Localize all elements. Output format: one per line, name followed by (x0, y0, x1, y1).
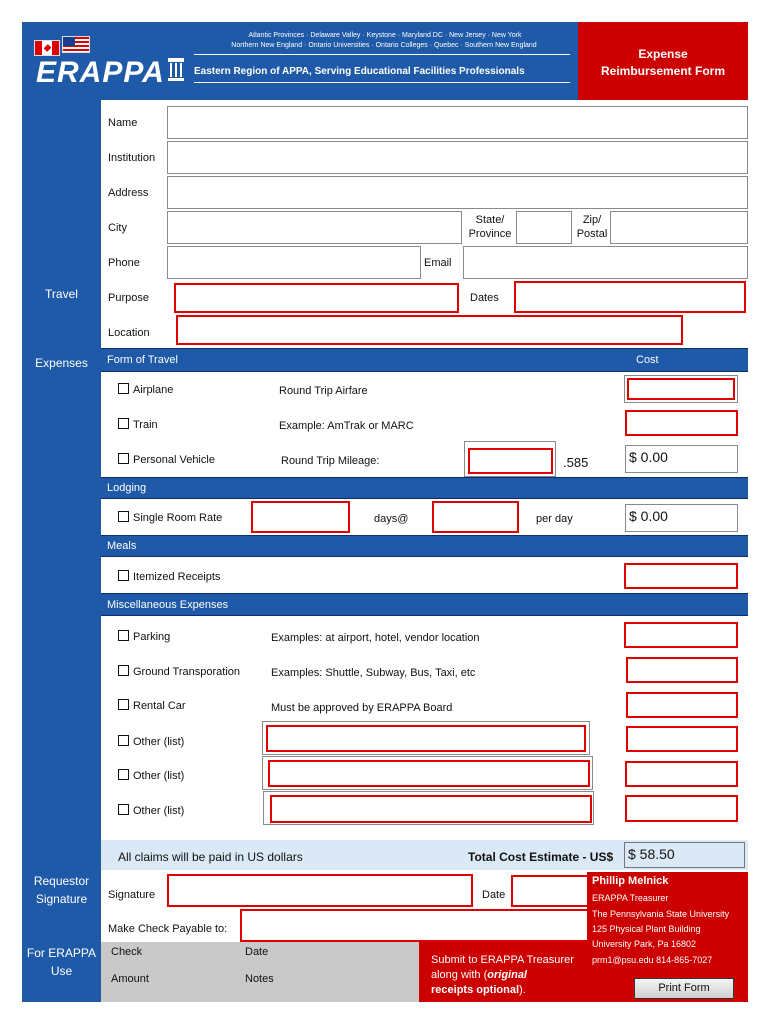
checkbox-icon[interactable] (118, 769, 129, 780)
ground-description: Examples: Shuttle, Subway, Bus, Taxi, etc (271, 667, 476, 679)
other-1-checkbox[interactable]: Other (list) (118, 735, 184, 748)
state-label: State/ Province (468, 214, 512, 240)
left-sidebar (22, 100, 101, 1002)
other-2-description-field[interactable] (268, 760, 590, 787)
other-3-checkbox[interactable]: Other (list) (118, 804, 184, 817)
airplane-checkbox[interactable]: Airplane (118, 383, 173, 396)
office-notes-label: Notes (245, 973, 274, 985)
name-field[interactable] (167, 106, 748, 139)
submit-note: Submit to ERAPPA Treasurer along with (original receipts optional). (431, 954, 574, 996)
payable-field[interactable] (240, 909, 591, 942)
room-rate-field[interactable] (251, 501, 350, 533)
treasurer-university: The Pennsylvania State University (592, 909, 730, 919)
dates-field[interactable] (514, 281, 746, 313)
treasurer-contact: prm1@psu.edu 814-865-7027 (592, 955, 713, 965)
train-description: Example: AmTrak or MARC (279, 420, 414, 432)
treasurer-city: University Park, Pa 16802 (592, 939, 697, 949)
misc-heading: Miscellaneous Expenses (107, 599, 229, 611)
us-dollars-note: All claims will be paid in US dollars (118, 850, 303, 864)
city-label: City (108, 222, 127, 234)
parking-cost-field[interactable] (624, 622, 738, 648)
purpose-field[interactable] (174, 283, 459, 313)
address-field[interactable] (167, 176, 748, 209)
zip-label: Zip/ Postal (576, 214, 608, 240)
checkbox-icon[interactable] (118, 699, 129, 710)
regions-line-2: Northern New England · Ontario Universities · Ontario Colleges · Quebec · Southern New England (231, 42, 537, 49)
airplane-cost-field[interactable] (627, 378, 735, 400)
state-field[interactable] (516, 211, 572, 244)
form-title-box (578, 22, 748, 100)
checkbox-icon[interactable] (118, 453, 129, 464)
purpose-label: Purpose (108, 292, 149, 304)
location-field[interactable] (176, 315, 683, 345)
checkbox-icon[interactable] (118, 511, 129, 522)
rental-car-checkbox[interactable]: Rental Car (118, 699, 186, 712)
meals-heading: Meals (107, 540, 137, 552)
train-checkbox[interactable]: Train (118, 418, 158, 431)
city-field[interactable] (167, 211, 462, 244)
single-room-checkbox[interactable]: Single Room Rate (118, 511, 222, 524)
total-cost-value: $ 58.50 (624, 842, 745, 868)
misc-bar (101, 593, 748, 616)
location-label: Location (108, 327, 150, 339)
lodging-cost-value: $ 0.00 (625, 504, 738, 532)
other-1-cost-field[interactable] (626, 726, 738, 752)
institution-field[interactable] (167, 141, 748, 174)
form-of-travel-bar (101, 348, 748, 372)
mileage-rate: .585 (563, 455, 589, 470)
parking-description: Examples: at airport, hotel, vendor location (271, 632, 480, 644)
institution-label: Institution (108, 152, 156, 164)
form-of-travel-heading: Form of Travel (107, 354, 178, 366)
personal-vehicle-checkbox[interactable]: Personal Vehicle (118, 453, 215, 466)
meals-cost-field[interactable] (624, 563, 738, 589)
lodging-bar (101, 477, 748, 499)
vehicle-cost-value: $ 0.00 (625, 445, 738, 473)
signature-date-field[interactable] (511, 875, 591, 907)
email-label: Email (424, 257, 452, 269)
itemized-receipts-checkbox[interactable]: Itemized Receipts (118, 570, 220, 583)
email-field[interactable] (463, 246, 748, 279)
mileage-field[interactable] (468, 448, 553, 474)
checkbox-icon[interactable] (118, 630, 129, 641)
tagline: Eastern Region of APPA, Serving Educational Facilities Professionals (194, 66, 525, 77)
other-3-description-field[interactable] (270, 795, 592, 823)
flags-icon (34, 36, 94, 58)
other-3-cost-field[interactable] (625, 795, 738, 822)
address-label: Address (108, 187, 149, 199)
total-cost-label: Total Cost Estimate - US$ (468, 850, 614, 864)
treasurer-title: ERAPPA Treasurer (592, 893, 669, 903)
side-label-erappa-use: For ERAPPA Use (26, 946, 97, 978)
office-check-label: Check (111, 946, 143, 958)
other-2-checkbox[interactable]: Other (list) (118, 769, 184, 782)
side-label-travel: Travel (45, 287, 78, 301)
rental-description: Must be approved by ERAPPA Board (271, 702, 453, 714)
ground-transportation-checkbox[interactable]: Ground Transporation (118, 665, 240, 678)
office-amount-label: Amount (111, 973, 149, 985)
signature-field[interactable] (167, 874, 473, 907)
checkbox-icon[interactable] (118, 804, 129, 815)
signature-label: Signature (108, 889, 156, 901)
phone-field[interactable] (167, 246, 421, 279)
vehicle-description: Round Trip Mileage: (281, 455, 380, 467)
zip-field[interactable] (610, 211, 748, 244)
checkbox-icon[interactable] (118, 418, 129, 429)
treasurer-name: Phillip Melnick (592, 875, 669, 887)
checkbox-icon[interactable] (118, 383, 129, 394)
print-form-button[interactable]: Print Form (634, 978, 734, 999)
office-date-label: Date (245, 946, 269, 958)
name-label: Name (108, 117, 138, 129)
days-field[interactable] (432, 501, 519, 533)
treasurer-building: 125 Physical Plant Building (592, 924, 701, 934)
rental-cost-field[interactable] (626, 692, 738, 718)
logo-building-icon (168, 58, 184, 82)
phone-label: Phone (108, 257, 140, 269)
dates-label: Dates (470, 292, 499, 304)
airplane-description: Round Trip Airfare (279, 385, 368, 397)
regions-line-1: Atlantic Provinces · Delaware Valley · Keystone · Maryland DC · New Jersey · New York (248, 32, 522, 39)
lodging-heading: Lodging (107, 482, 147, 494)
parking-checkbox[interactable]: Parking (118, 630, 170, 643)
header-divider (194, 54, 570, 55)
other-2-cost-field[interactable] (625, 761, 738, 787)
days-at-label: days@ (374, 513, 409, 525)
train-cost-field[interactable] (625, 410, 738, 436)
side-label-expenses: Expenses (35, 356, 88, 370)
other-1-description-field[interactable] (266, 725, 586, 752)
checkbox-icon[interactable] (118, 665, 129, 676)
checkbox-icon[interactable] (118, 570, 129, 581)
meals-bar (101, 535, 748, 557)
date-label: Date (482, 889, 506, 901)
ground-cost-field[interactable] (626, 657, 738, 683)
cost-heading: Cost (636, 354, 659, 366)
form-title: Expense Reimbursement Form (600, 47, 726, 78)
payable-label: Make Check Payable to: (108, 923, 228, 935)
per-day-label: per day (536, 513, 573, 525)
side-label-requestor: Requestor Signature (33, 874, 90, 906)
checkbox-icon[interactable] (118, 735, 129, 746)
erappa-logo: ERAPPA (36, 56, 165, 89)
header-banner (22, 22, 578, 100)
